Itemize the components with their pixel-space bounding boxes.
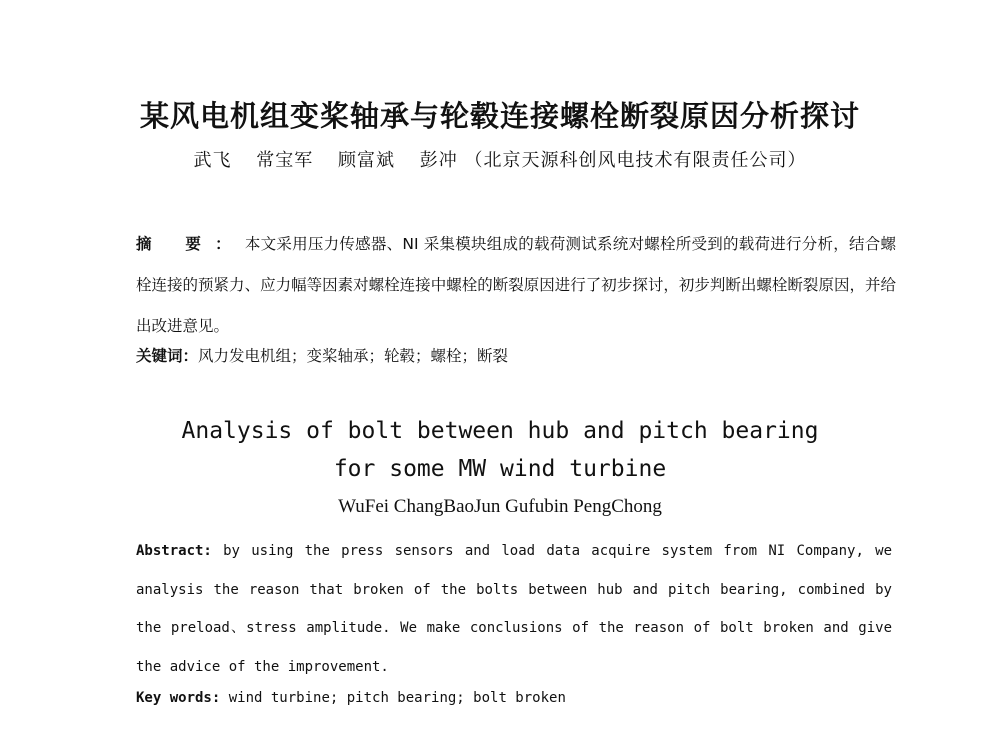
chinese-keywords-label: 关键词：: [136, 347, 199, 365]
author-3: 顾富斌: [338, 150, 395, 171]
english-abstract-text: by using the press sensors and load data acquire system from NI Company, we analysis the reason that broken of the bolts between hub and pitch bearing, combined by the preload、stress amplitude. We make conclusions of the reason of bolt broken and give the advice of the improvement.: [136, 543, 893, 675]
chinese-author-line: [0, 146, 1000, 172]
chinese-keywords: [136, 344, 896, 366]
english-keywords: [136, 690, 892, 706]
english-keywords-text: wind turbine; pitch bearing; bolt broken: [228, 690, 566, 706]
chinese-abstract: [136, 224, 896, 347]
english-abstract-label: Abstract:: [136, 543, 212, 559]
english-title: [0, 412, 1000, 488]
chinese-title: 某风电机组变桨轴承与轮毂连接螺栓断裂原因分析探讨: [139, 99, 860, 133]
author-2: 常宝军: [256, 150, 314, 171]
english-authors: WuFei ChangBaoJun Gufubin PengChong: [338, 496, 662, 517]
chinese-abstract-text: 本文采用压力传感器、NI 采集模块组成的载荷测试系统对螺栓所受到的载荷进行分析，结合螺栓连接的预紧力、应力幅等因素对螺栓连接中螺栓的断裂原因进行了初步探讨，初步判断出螺栓断裂原因，并给出改进意见。: [136, 235, 896, 335]
chinese-keywords-text: 风力发电机组；变桨轴承；轮毂；螺栓；断裂: [198, 347, 509, 365]
chinese-abstract-label: 摘 要：: [136, 235, 245, 253]
english-title-line-1: Analysis of bolt between hub and pitch bearing: [181, 418, 819, 444]
author-4: 彭冲: [419, 150, 458, 171]
english-keywords-label: Key words:: [136, 690, 221, 706]
english-abstract: [136, 532, 892, 686]
author-1: 武飞: [193, 150, 232, 171]
english-title-line-2: for some MW wind turbine: [333, 456, 667, 482]
chinese-affiliation: （北京天源科创风电技术有限责任公司）: [464, 150, 807, 171]
